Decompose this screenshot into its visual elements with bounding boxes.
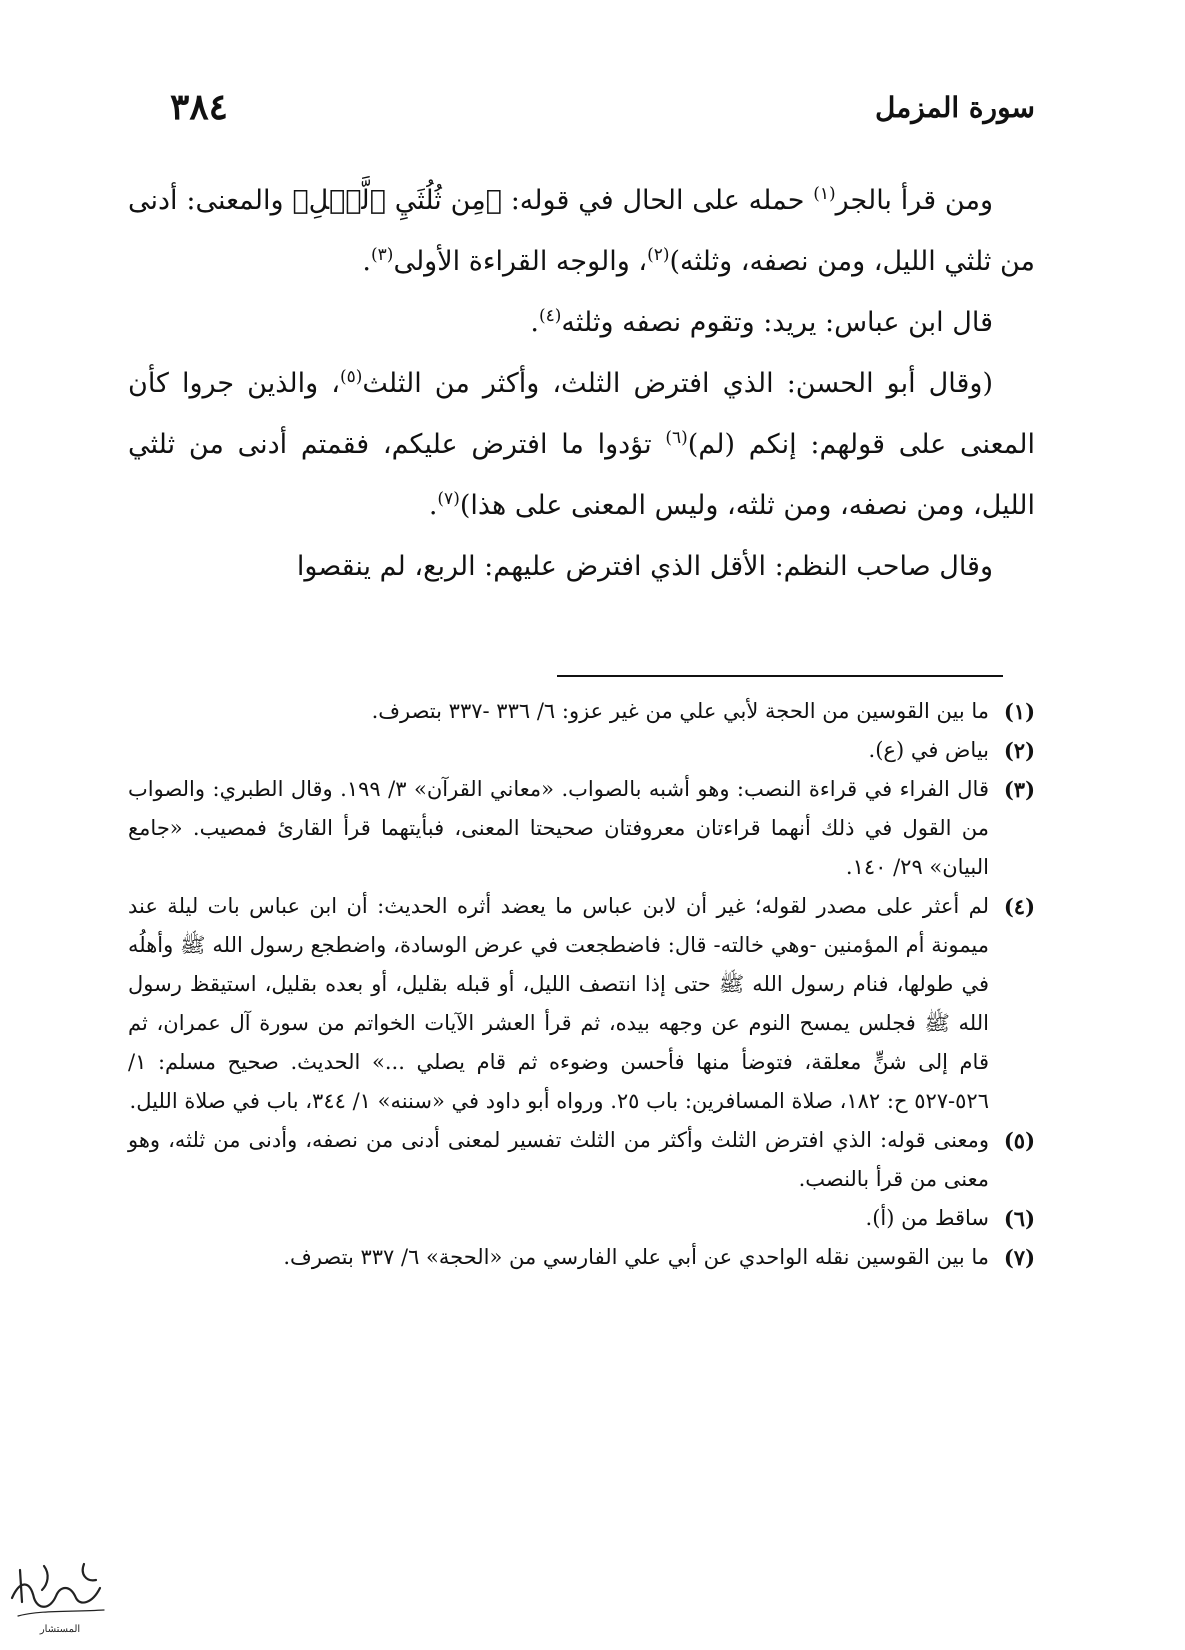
footnote: [128, 731, 1035, 770]
paragraph-text: ومن قرأ بالجر: [835, 185, 993, 216]
footnote-number: (٧): [1003, 1245, 1035, 1270]
paragraph: [128, 292, 1035, 353]
running-title: سورة المزمل: [874, 90, 1035, 124]
paragraph-text: وقال صاحب النظم: الأقل الذي افترض عليهم: الربع، لم ينقصوا: [296, 551, 993, 582]
footnote-ref: (٦): [665, 428, 688, 448]
footnote-ref: (٢): [647, 245, 670, 265]
paragraph: [128, 170, 1035, 292]
watermark-text: المستشار: [39, 1624, 81, 1635]
footnote: [128, 1199, 1035, 1238]
paragraph-text: .: [362, 246, 372, 277]
footnote-text: قال الفراء في قراءة النصب: وهو أشبه بالصواب. «معاني القرآن» ٣/ ١٩٩. وقال الطبري: والصواب من القول في ذلك أنهما قراءتان معروفتان صحيحتا المعنى، فبأيتهما قرأ القارئ فمصيب. «جامع البيان» ٢٩/ ١٤٠.: [128, 777, 989, 879]
main-text: [128, 170, 1035, 597]
footnote-number: (٦): [1003, 1206, 1035, 1231]
footnote-separator: [557, 675, 1003, 677]
footnote-text: بياض في (ع).: [868, 738, 989, 762]
paragraph-text: .: [530, 307, 539, 338]
paragraph: [128, 536, 1035, 597]
footnote-ref: (١): [813, 184, 836, 204]
footnotes: [128, 692, 1035, 1277]
footnote-text: ما بين القوسين من الحجة لأبي علي من غير عزو: ٦/ ٣٣٦ -٣٣٧ بتصرف.: [371, 699, 989, 723]
paragraph-text: ، والذين جروا كأن المعنى على قولهم: إنكم (لم): [128, 368, 1035, 460]
footnote-text: ومعنى قوله: الذي افترض الثلث وأكثر من الثلث تفسير لمعنى أدنى من نصفه، وأدنى من ثلثه، وهو معنى من قرأ بالنصب.: [128, 1128, 989, 1191]
watermark-logo: [0, 1540, 120, 1640]
footnote-number: (٢): [1003, 738, 1035, 763]
footnote-text: لم أعثر على مصدر لقوله؛ غير أن لابن عباس ما يعضد أثره الحديث: أن ابن عباس بات ليلة عند ميمونة أم المؤمنين -وهي خالته- قال: فاضطجعت في عرض الوسادة، واضطجع رسول الله ﷺ وأهلُه في طولها، فنام رسول الله ﷺ حتى إذا انتصف الليل، أو قبله بقليل، أو بعده بقليل، استيقظ رسول الله ﷺ فجلس يمسح النوم عن وجهه بيده، ثم قرأ العشر الآيات الخواتم من سورة آل عمران، ثم قام إلى شنٍّ معلقة، فتوضأ منها فأحسن وضوءه ثم قام يصلي ...» الحديث. صحيح مسلم: ١/ ٥٢٦-٥٢٧ ح: ١٨٢، صلاة المسافرين: باب ٢٥. ورواه أبو داود في «سننه» ١/ ٣٤٤، باب في صلاة الليل.: [128, 894, 989, 1113]
footnote-number: (٣): [1003, 777, 1035, 802]
footnote-ref: (٥): [339, 367, 363, 387]
footnote-ref: (٤): [538, 306, 562, 326]
footnote: [128, 770, 1035, 887]
footnote: [128, 1238, 1035, 1277]
page-number: ٣٨٤: [170, 86, 229, 128]
paragraph-text: قال ابن عباس: يريد: وتقوم نصفه وثلثه: [561, 307, 993, 338]
paragraph-text: (وقال أبو الحسن: الذي افترض الثلث، وأكثر من الثلث: [362, 368, 993, 399]
paragraph: [128, 353, 1035, 536]
footnote: [128, 692, 1035, 731]
footnote-number: (١): [1003, 699, 1035, 724]
paragraph-text: تؤدوا ما افترض عليكم، فقمتم أدنى من ثلثي الليل، ومن نصفه، ومن ثلثه، وليس المعنى على هذا): [128, 429, 1035, 521]
footnote: [128, 887, 1035, 1121]
footnote-number: (٤): [1003, 894, 1035, 919]
paragraph-text: ، والوجه القراءة الأولى: [393, 246, 648, 277]
paragraph-text: .: [428, 490, 438, 521]
footnote-text: ساقط من (أ).: [865, 1206, 989, 1230]
page-header: [170, 82, 1035, 132]
footnote-ref: (٣): [371, 245, 394, 265]
footnote: [128, 1121, 1035, 1199]
paragraph-text: حمله على الحال في قوله: ﴿مِن ثُلُثَيِ ٱلَّيۡلِ﴾ والمعنى: أدنى من ثلثي الليل، ومن نصفه، وثلثه): [128, 185, 1035, 277]
footnote-number: (٥): [1003, 1128, 1035, 1153]
footnote-text: ما بين القوسين نقله الواحدي عن أبي علي الفارسي من «الحجة» ٦/ ٣٣٧ بتصرف.: [283, 1245, 989, 1269]
footnote-ref: (٧): [437, 489, 460, 509]
